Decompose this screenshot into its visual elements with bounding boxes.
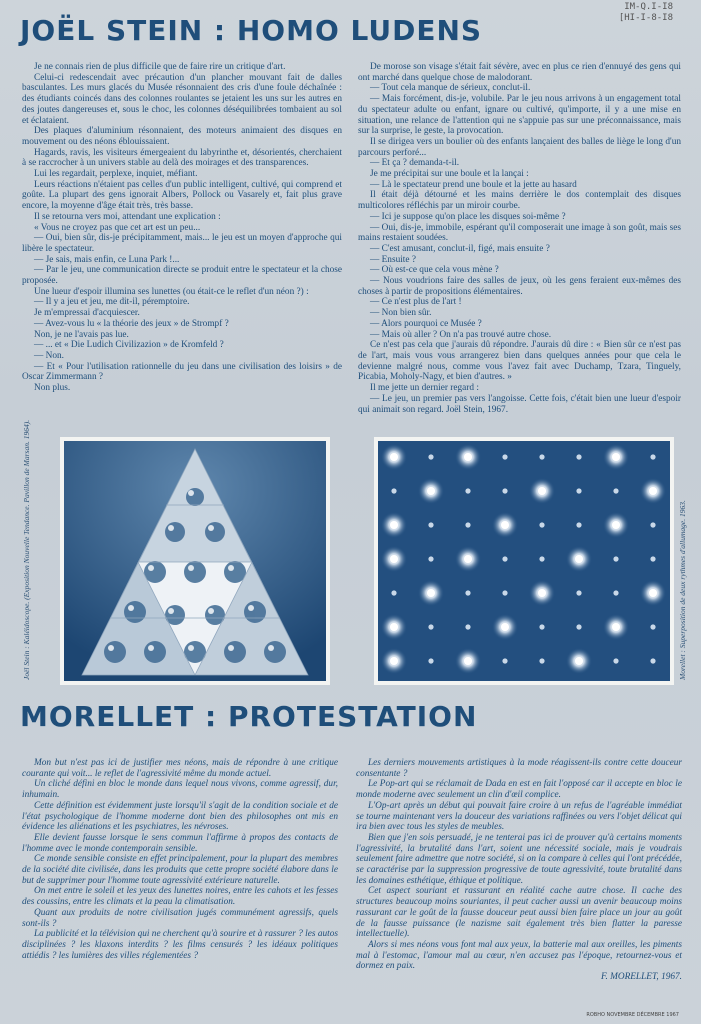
paragraph: De morose son visage s'était fait sévère, avec en plus ce rien d'ennuyé des gens qui ont marché dans quelque chose de malodorant. bbox=[358, 62, 681, 83]
light-dot bbox=[576, 488, 581, 493]
paragraph: — Là le spectateur prend une boule et la jette au hasard bbox=[370, 179, 577, 190]
light-dot bbox=[502, 658, 507, 663]
paragraph: Hagards, ravis, les visiteurs émergeaient du labyrinthe et, désorientés, cherchaient à se raccrocher à un univers stable au delà des moirages et des transparences. bbox=[22, 147, 342, 169]
paragraph: Il me jette un dernier regard : bbox=[370, 383, 479, 394]
handwritten-line: [HI-I-8-I8 bbox=[618, 13, 673, 23]
signature: F. MORELLET, 1967. bbox=[600, 972, 682, 983]
paragraph: — Alors pourquoi ce Musée ? bbox=[370, 318, 482, 329]
light-dot bbox=[501, 623, 509, 631]
light-dot bbox=[576, 454, 581, 459]
light-dot bbox=[650, 454, 655, 459]
light-dot bbox=[612, 623, 620, 631]
paragraph: — C'est amusant, conclut-il, figé, mais ensuite ? bbox=[370, 243, 550, 254]
light-dot bbox=[464, 453, 472, 461]
light-dot bbox=[391, 590, 396, 595]
light-dot bbox=[428, 658, 433, 663]
light-dot bbox=[612, 453, 620, 461]
light-dot bbox=[464, 657, 472, 665]
paragraph: — Non. bbox=[34, 350, 64, 361]
paragraph: Je ne connais rien de plus difficile que de faire rire un critique d'art. bbox=[34, 62, 286, 72]
light-dot bbox=[502, 488, 507, 493]
light-dot bbox=[613, 590, 618, 595]
paragraph: Alors si mes néons vous font mal aux yeux, la batterie mal aux oreilles, les piments mal à l'estomac, l'amour mal au cœur, n'en accusez pas l'époque, retournez-vous et dormez en paix. bbox=[356, 939, 682, 972]
light-dot bbox=[576, 624, 581, 629]
light-dot bbox=[538, 589, 546, 597]
light-dot bbox=[539, 556, 544, 561]
paragraph: La publicité et la télévision qui ne cherchent qu'à sourire et à rassurer ? les autos disciplinées ? les klaxons interdits ? les films censurés ? les idéaux politiques attiédis ? les lumières des villes réglementées ? bbox=[22, 929, 338, 961]
paragraph: Je m'empressai d'acquiescer. bbox=[34, 308, 140, 319]
paragraph: — Tout cela manque de sérieux, conclut-il. bbox=[370, 83, 531, 94]
light-dot bbox=[428, 522, 433, 527]
light-dot bbox=[465, 522, 470, 527]
paragraph: — Nous voudrions faire des salles de jeux, où les gens feraient eux-mêmes des choses à partir de propositions élémentaires. bbox=[358, 276, 681, 297]
morellet-column-left bbox=[22, 758, 338, 993]
photo-caption-right: Morellet : Superposition de deux rythmes d'allumage. 1963. bbox=[678, 500, 687, 680]
light-dot bbox=[538, 487, 546, 495]
paragraph: — ... et « Die Ludich Civilizazion » de Kromfeld ? bbox=[34, 340, 224, 351]
light-dot bbox=[502, 454, 507, 459]
morellet-title: MORELLET : PROTESTATION bbox=[20, 700, 478, 733]
light-dot bbox=[539, 522, 544, 527]
paragraph: — Ici je suppose qu'on place les disques soi-même ? bbox=[370, 211, 566, 222]
light-dot bbox=[465, 488, 470, 493]
paragraph: Un cliché défini en bloc le monde dans lequel nous vivons, comme agressif, dur, inhumain. bbox=[22, 779, 338, 801]
paragraph: Je me précipitai sur une boule et la lançai : bbox=[370, 169, 529, 180]
handwritten-note bbox=[619, 2, 673, 24]
paragraph: — Où est-ce que cela vous mène ? bbox=[370, 265, 499, 276]
paragraph: Il se retourna vers moi, attendant une explication : bbox=[34, 211, 221, 222]
paragraph: Ce monde sensible consiste en effet principalement, pour la plupart des membres de la société dite civilisée, dans les produits que cette propre société élabore dans le but de supprimer pour l'homme toute agressivité extérieure naturelle. bbox=[22, 854, 338, 886]
paragraph: — Le jeu, un premier pas vers l'angoisse. Cette fois, c'était bien une lueur d'espoir qui animait son regard. Joël Stein, 1967. bbox=[358, 393, 681, 415]
paragraph: — Non bien sûr. bbox=[370, 308, 432, 319]
light-dot bbox=[650, 624, 655, 629]
paragraph: — Je sais, mais enfin, ce Luna Park !... bbox=[34, 254, 180, 265]
kaleidoscope-photo bbox=[60, 437, 330, 685]
paragraph: Quant aux produits de notre civilisation jugés communément agressifs, quels sont-ils ? bbox=[22, 907, 338, 929]
paragraph: — Ensuite ? bbox=[370, 254, 416, 265]
light-dot bbox=[650, 658, 655, 663]
paragraph: Non plus. bbox=[34, 383, 71, 394]
light-dot bbox=[428, 454, 433, 459]
paragraph: « Vous ne croyez pas que cet art est un peu... bbox=[34, 222, 201, 233]
paragraph: Une lueur d'espoir illumina ses lunettes (ou était-ce le reflet d'un néon ?) : bbox=[34, 286, 309, 297]
light-dot bbox=[539, 658, 544, 663]
paragraph: — Mais où aller ? On n'a pas trouvé autre chose. bbox=[370, 329, 552, 340]
light-dot bbox=[427, 589, 435, 597]
light-dot bbox=[502, 590, 507, 595]
paragraph: Celui-ci redescendait avec précaution d'un plancher mouvant fait de dalles basculantes. Les murs glacés du Musée résonnaient des cris d'une foule déchaînée : des étudiants coincés dans des colonnes roulantes se jetaient les uns sur les autres en des joutes dangereuses et, sous le choc, les colonnes déséquilibrées tombaient au sol et éclataient. bbox=[22, 72, 342, 126]
handwritten-line: IM-Q.I-I8 bbox=[624, 2, 673, 12]
stein-column-right bbox=[358, 62, 681, 415]
light-dot bbox=[465, 590, 470, 595]
light-dot bbox=[613, 658, 618, 663]
paragraph: Les derniers mouvements artistiques à la mode réagissent-ils contre cette douceur consentante ? bbox=[356, 758, 682, 779]
paragraph: Ce n'est pas cela que j'aurais dû répondre. J'aurais dû dire : « Bien sûr ce n'est pas de l'art, mais vous vous arrangerez bien dans quelques années pour que cela le devienne malgré nous, comme vous l'avez fait avec Duchamp, Tzara, Tinguely, Picabia, Moholy-Nagy, et bien d'autres. » bbox=[358, 340, 681, 383]
paragraph: — Oui, bien sûr, dis-je précipitamment, mais... le jeu est un moyen d'approche qui libère le spectateur. bbox=[22, 233, 342, 254]
light-dot bbox=[465, 624, 470, 629]
paragraph: — Et ça ? demanda-t-il. bbox=[370, 158, 460, 169]
light-dot bbox=[539, 624, 544, 629]
paragraph: Le Pop-art qui se réclamait de Dada en est en fait l'opposé car il accepte en bloc le monde moderne avec seulement un clin d'œil complice. bbox=[356, 779, 682, 801]
footer-issue: ROBHO NOVEMBRE DÉCEMBRE 1967 bbox=[586, 1012, 679, 1018]
light-dot bbox=[649, 589, 657, 597]
stein-title: JOËL STEIN : HOMO LUDENS bbox=[20, 14, 483, 47]
light-dot bbox=[502, 556, 507, 561]
light-dot bbox=[613, 488, 618, 493]
paragraph: Cette définition est évidemment juste lorsqu'il s'agit de la condition sociale et de l'état psychologique de l'homme moderne dont bien des philosophes ont mis en évidence les aliénations et les psychiatres, les névroses. bbox=[22, 800, 338, 833]
paragraph: — Il y a jeu et jeu, me dit-il, péremptoire. bbox=[34, 297, 190, 308]
light-dot bbox=[650, 556, 655, 561]
morellet-column-right bbox=[356, 758, 682, 993]
stein-column-left bbox=[22, 62, 342, 394]
light-dot bbox=[539, 454, 544, 459]
light-dot bbox=[390, 521, 398, 529]
paragraph: — Oui, dis-je, immobile, espérant qu'il composerait une image à son goût, mais ses mains restaient soudées. bbox=[358, 222, 681, 244]
light-dot bbox=[428, 556, 433, 561]
paragraph: Non, je ne l'avais pas lue. bbox=[34, 329, 129, 340]
light-dot bbox=[575, 555, 583, 563]
paragraph: Elle devient fausse lorsque le sens commun l'affirme à propos des contacts de l'homme avec le monde contemporain sensible. bbox=[22, 832, 338, 854]
paragraph: L'Op-art après un début qui pouvait faire croire à un refus de l'agréable immédiat se tourne maintenant vers la douceur des variations raffinées ou vers l'objet délicat qui ira bien avec tous les styles de meubles. bbox=[356, 800, 682, 833]
paragraph: — Et « Pour l'utilisation rationnelle du jeu dans une civilisation des loisirs » de Oscar Zimmermann ? bbox=[22, 361, 342, 383]
paragraph: Des plaques d'aluminium résonnaient, des moteurs animaient des disques en mouvement ou des néons éblouissaient. bbox=[22, 126, 342, 147]
kaleidoscope-pyramid-image bbox=[60, 437, 330, 685]
light-dot bbox=[428, 624, 433, 629]
light-dot bbox=[427, 487, 435, 495]
paragraph: Mon but n'est pas ici de justifier mes néons, mais de répondre à une critique courante qui voit... le reflet de l'agressivité même du monde actuel. bbox=[22, 758, 338, 779]
paragraph: — Avez-vous lu « la théorie des jeux » de Strompf ? bbox=[34, 318, 229, 329]
light-rhythm-photo bbox=[374, 437, 674, 685]
light-grid-image bbox=[374, 437, 674, 685]
paragraph: — Mais forcément, dis-je, volubile. Par le jeu nous arrivons à un engagement total du spectateur adulte ou enfant, ignare ou cultivé, qu'importe, il y a une mise en situation, une relance de l'attention qui ne s'appuie pas sur une préconnaissance, mais sur la surprise, le geste, la provocation. bbox=[358, 94, 681, 137]
paragraph: — Ce n'est plus de l'art ! bbox=[370, 297, 462, 308]
paragraph: Leurs réactions n'étaient pas celles d'un public intelligent, cultivé, qui comprend et goûte. La plupart des gens ignorait Albers, Pollock ou Vasarely et, fait plus grave encore, la moyenne d'âge était très, très basse. bbox=[22, 179, 342, 212]
light-dot bbox=[390, 453, 398, 461]
light-dot bbox=[649, 487, 657, 495]
light-dot bbox=[612, 521, 620, 529]
light-dot bbox=[390, 555, 398, 563]
paragraph: Cet aspect souriant et rassurant en réalité cache autre chose. Il cache des structures beaucoup moins souriantes, il peut cacher aussi un avenir beaucoup moins rassurant car le goût de la fausse douceur peut aussi bien faire place un jour au goût de la fausse puissance (le nazisme sait également très bien flatter la paresse intellectuelle). bbox=[356, 886, 682, 940]
light-dot bbox=[390, 623, 398, 631]
light-dot bbox=[391, 488, 396, 493]
paragraph: Il se dirigea vers un boulier où des enfants lançaient des balles de liège le long d'un parcours perforé... bbox=[358, 136, 681, 158]
paragraph: Il était déjà détourné et les mains derrière le dos contemplait des disques multicolores réfléchis par un miroir courbe. bbox=[358, 190, 681, 212]
light-dot bbox=[613, 556, 618, 561]
light-dot bbox=[576, 522, 581, 527]
light-dot bbox=[464, 555, 472, 563]
paragraph: On met entre le soleil et les yeux des lunettes noires, entre les cahots et les fesses des coussins, entre les climats et la peau la climatisation. bbox=[22, 886, 338, 908]
light-dot bbox=[575, 657, 583, 665]
paragraph: Bien que j'en sois persuadé, je ne tenterai pas ici de prouver qu'à certains moments l'agressivité, la brutalité dans l'art, soient une nécessité sociale, mais je voudrais seulement faire admettre que notre société, si on la compare à celles qui l'ont précédée, se caractérise par la suppression progressive de toute agressivité, toute brutalité dans les domaines esthétique, éthique et politique. bbox=[356, 832, 682, 886]
light-dot bbox=[576, 590, 581, 595]
photo-caption-left: Joël Stein : Kaléidoscope. (Exposition Nouvelle Tendance. Pavillon de Marsan. 1964). bbox=[22, 419, 31, 680]
paragraph: — Par le jeu, une communication directe se produit entre le spectateur et la chose proposée. bbox=[22, 265, 342, 287]
light-dot bbox=[390, 657, 398, 665]
light-dot bbox=[501, 521, 509, 529]
light-dot bbox=[650, 522, 655, 527]
paragraph: Lui les regardait, perplexe, inquiet, méfiant. bbox=[34, 169, 198, 180]
